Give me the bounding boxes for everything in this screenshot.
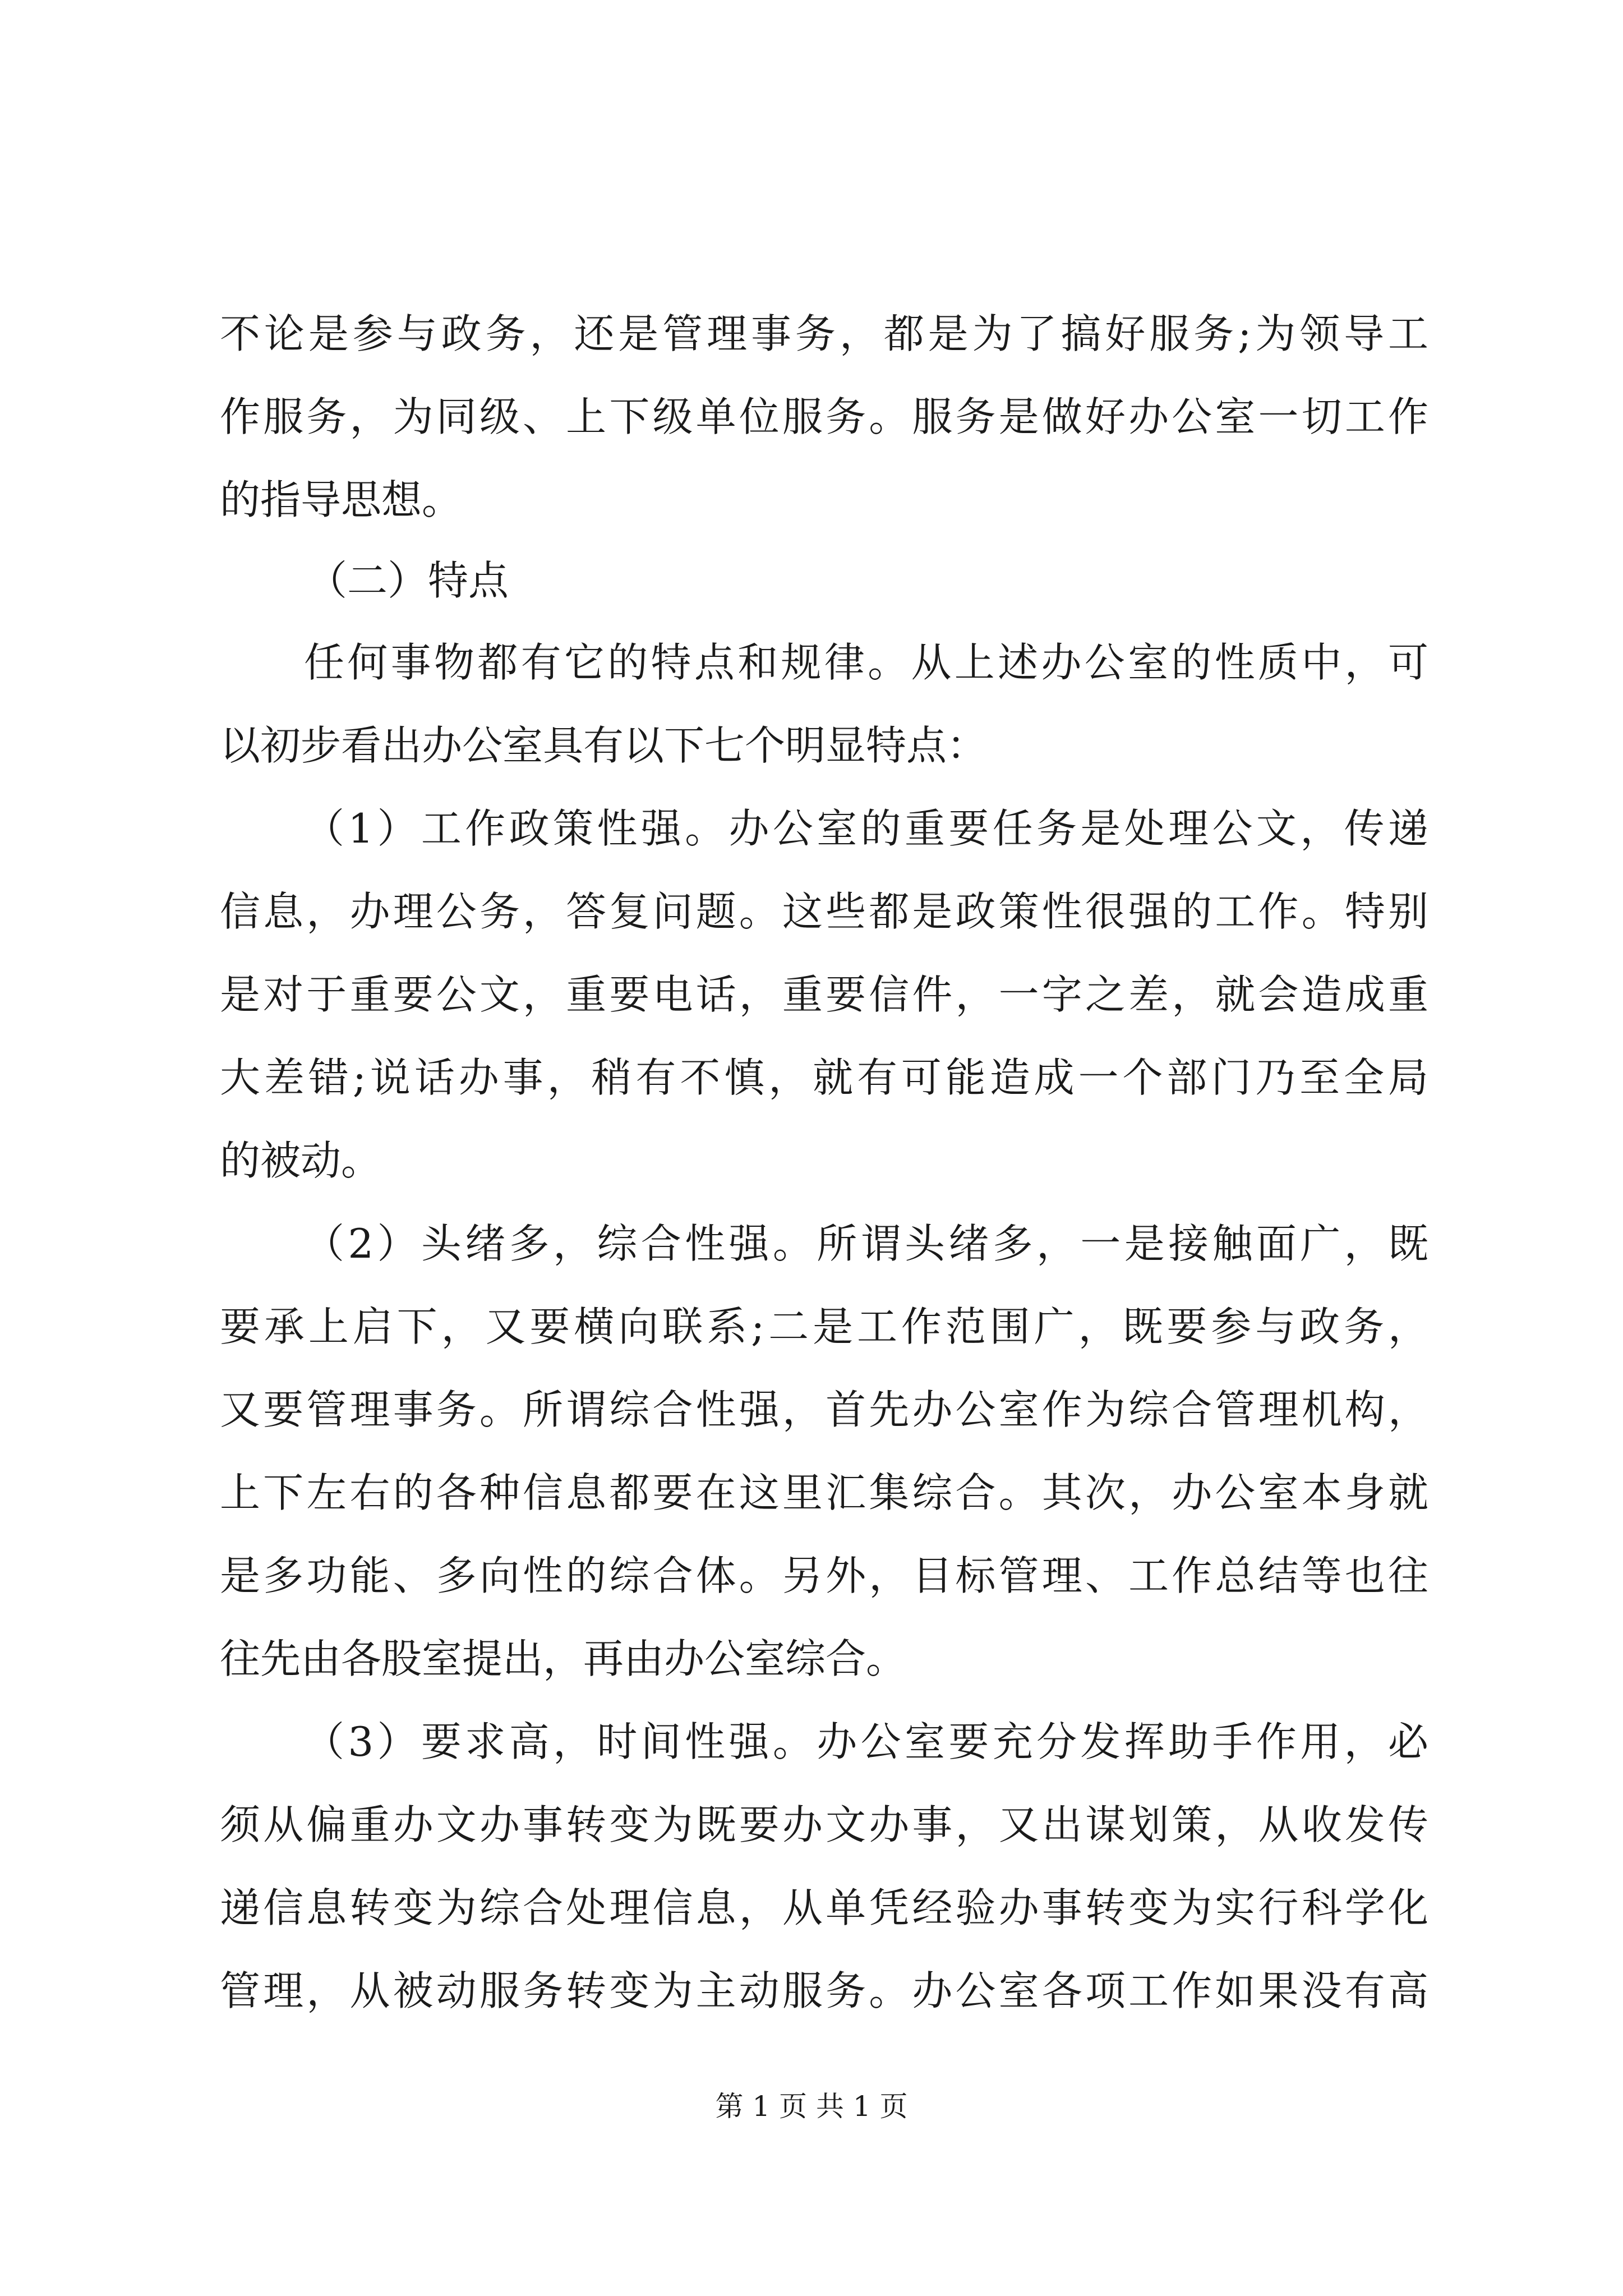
text-line: 要承上启下，又要横向联系;二是工作范围广，既要参与政务， [220, 1303, 1428, 1350]
text-line: 上下左右的各种信息都要在这里汇集综合。其次，办公室本身就 [220, 1469, 1428, 1516]
text-line: 管理，从被动服务转变为主动服务。办公室各项工作如果没有高 [220, 1967, 1428, 2014]
text-line: 信息，办理公务，答复问题。这些都是政策性很强的工作。特别 [220, 888, 1428, 935]
text-line: 大差错;说话办事，稍有不慎，就有可能造成一个部门乃至全局 [220, 1054, 1428, 1101]
text-line: 又要管理事务。所谓综合性强，首先办公室作为综合管理机构， [220, 1386, 1428, 1433]
text-line: 作服务，为同级、上下级单位服务。服务是做好办公室一切工作 [220, 393, 1428, 440]
text-line: 往先由各股室提出，再由办公室综合。 [220, 1635, 907, 1682]
text-line: （2）头绪多，综合性强。所谓头绪多，一是接触面广，既 [304, 1220, 1428, 1267]
text-line: 的被动。 [220, 1137, 382, 1184]
text-line: 递信息转变为综合处理信息，从单凭经验办事转变为实行科学化 [220, 1884, 1428, 1931]
section-heading: （二）特点 [307, 557, 509, 604]
text-line: 不论是参与政务，还是管理事务，都是为了搞好服务;为领导工 [220, 310, 1428, 357]
text-line: 是多功能、多向性的综合体。另外，目标管理、工作总结等也往 [220, 1552, 1428, 1599]
text-line: 的指导思想。 [220, 476, 463, 523]
text-line: 须从偏重办文办事转变为既要办文办事，又出谋划策，从收发传 [220, 1801, 1428, 1848]
text-line: （3）要求高，时间性强。办公室要充分发挥助手作用，必 [304, 1718, 1428, 1765]
text-line: 以初步看出办公室具有以下七个明显特点： [220, 722, 988, 769]
text-line: （1）工作政策性强。办公室的重要任务是处理公文，传递 [304, 805, 1428, 852]
text-line: 任何事物都有它的特点和规律。从上述办公室的性质中，可 [304, 639, 1428, 686]
text-line: 是对于重要公文，重要电话，重要信件，一字之差，就会造成重 [220, 971, 1428, 1018]
page-number-footer: 第 1 页 共 1 页 [715, 2090, 908, 2123]
